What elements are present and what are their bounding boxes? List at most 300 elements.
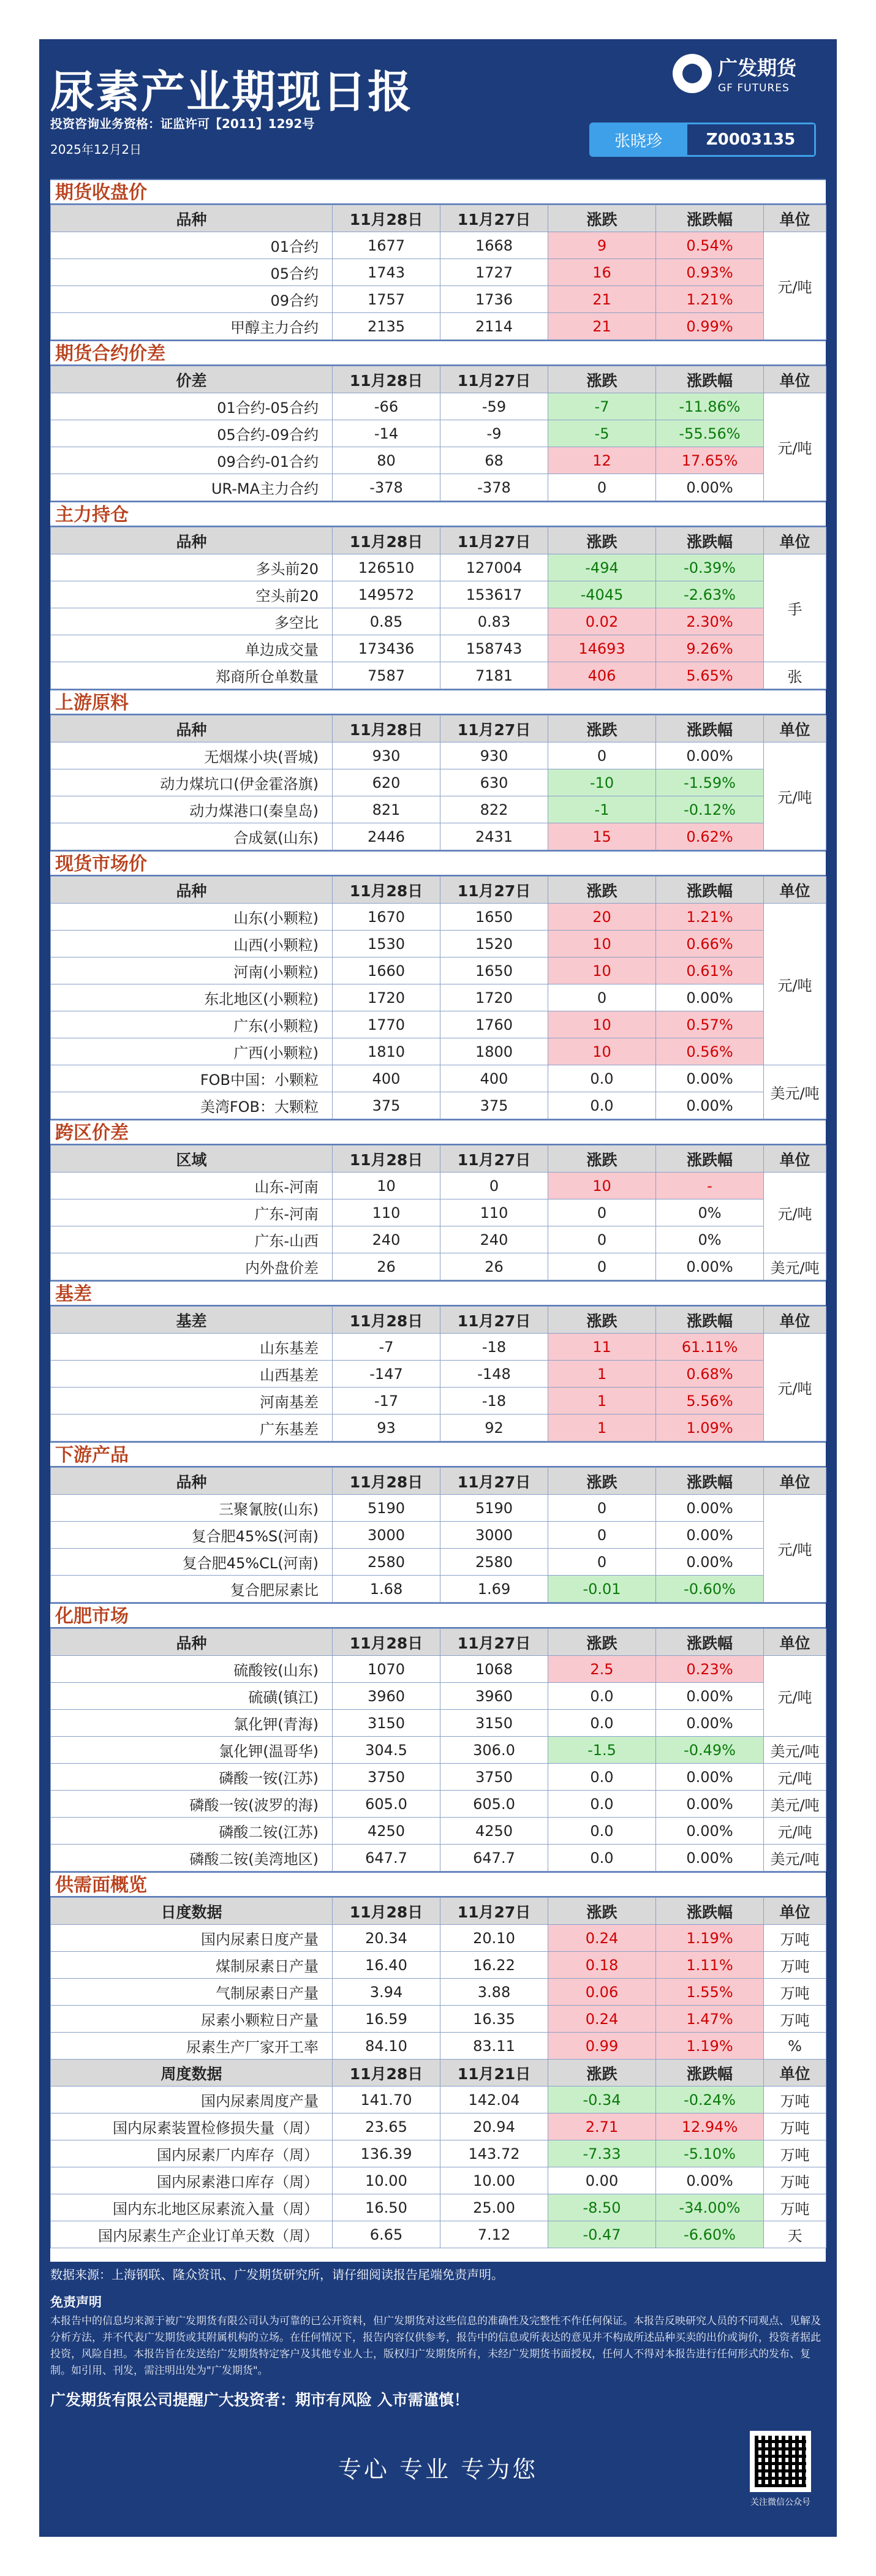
change-value: -1.5 [548, 1737, 656, 1764]
item-name: 国内尿素日度产量 [51, 1925, 333, 1952]
table-row [51, 823, 826, 850]
table-row [51, 1361, 826, 1388]
change-value: -8.50 [548, 2194, 656, 2221]
value-current: 3000 [333, 1522, 440, 1549]
value-previous: 240 [440, 1226, 548, 1253]
change-percent: 5.65% [656, 662, 764, 689]
unit-cell: 元/吨 [764, 232, 826, 340]
change-value: 0 [548, 1495, 656, 1522]
change-percent: 0.93% [656, 259, 764, 286]
column-header: 单位 [764, 1307, 826, 1334]
column-header: 品种 [51, 205, 333, 232]
column-header: 单位 [764, 205, 826, 232]
change-value: 9 [548, 232, 656, 259]
section-title: 现货市场价 [50, 850, 826, 876]
value-current: 647.7 [333, 1845, 440, 1872]
table-row [51, 635, 826, 662]
item-name: 国内尿素周度产量 [51, 2087, 333, 2113]
column-header: 11月27日 [440, 205, 548, 232]
value-current: 149572 [333, 581, 440, 608]
change-value: 0.0 [548, 1683, 656, 1710]
change-value: 10 [548, 1011, 656, 1038]
change-percent: 0.99% [656, 313, 764, 340]
report-section [50, 689, 826, 850]
section-title: 跨区价差 [50, 1119, 826, 1145]
data-table [50, 366, 826, 501]
unit-cell: 万吨 [764, 2167, 826, 2194]
change-percent: 61.11% [656, 1334, 764, 1361]
table-header-row [51, 205, 826, 232]
table-row [51, 1011, 826, 1038]
table-row [51, 420, 826, 447]
table-row [51, 1173, 826, 1199]
column-header: 涨跌幅 [656, 877, 764, 904]
column-header: 单位 [764, 877, 826, 904]
column-header: 11月28日 [333, 1307, 440, 1334]
value-current: -14 [333, 420, 440, 447]
table-row [51, 2033, 826, 2060]
value-previous: 1068 [440, 1656, 548, 1683]
change-value: 11 [548, 1334, 656, 1361]
table-header-row [51, 1898, 826, 1925]
value-current: 10 [333, 1173, 440, 1199]
change-value: 0 [548, 1522, 656, 1549]
section-title: 化肥市场 [50, 1603, 826, 1628]
column-header: 涨跌 [548, 1898, 656, 1925]
value-previous: 1720 [440, 984, 548, 1011]
value-current: 80 [333, 447, 440, 474]
table-row [51, 286, 826, 313]
analyst-id: Z0003135 [687, 123, 816, 157]
change-value: 1 [548, 1361, 656, 1388]
value-previous: 16.35 [440, 2006, 548, 2033]
column-header: 价差 [51, 366, 333, 393]
item-name: 复合肥45%CL(河南) [51, 1549, 333, 1576]
change-value: -4045 [548, 581, 656, 608]
change-percent: 0.62% [656, 823, 764, 850]
change-value: -10 [548, 769, 656, 796]
item-name: 磷酸二铵(美湾地区) [51, 1845, 333, 1872]
unit-cell: 万吨 [764, 2006, 826, 2033]
item-name: 美湾FOB：大颗粒 [51, 1092, 333, 1119]
change-value: 10 [548, 1173, 656, 1199]
table-row [51, 1549, 826, 1576]
change-value: 10 [548, 931, 656, 958]
change-value: -5 [548, 420, 656, 447]
value-current: 16.50 [333, 2194, 440, 2221]
change-percent: -0.24% [656, 2087, 764, 2113]
change-percent: 0% [656, 1226, 764, 1253]
change-percent: 0.00% [656, 1764, 764, 1791]
data-table [50, 715, 826, 850]
value-previous: -378 [440, 474, 548, 501]
change-percent: 0.00% [656, 1092, 764, 1119]
value-current: 1677 [333, 232, 440, 259]
item-name: 山东(小颗粒) [51, 904, 333, 931]
value-current: 16.40 [333, 1952, 440, 1979]
column-header: 11月27日 [440, 1629, 548, 1656]
unit-cell: 万吨 [764, 1952, 826, 1979]
change-value: -1 [548, 796, 656, 823]
column-header: 周度数据 [51, 2060, 333, 2087]
item-name: 磷酸二铵(江苏) [51, 1818, 333, 1845]
item-name: 磷酸一铵(江苏) [51, 1764, 333, 1791]
table-header-row [51, 1146, 826, 1173]
value-previous: 630 [440, 769, 548, 796]
table-row [51, 904, 826, 931]
table-row [51, 1199, 826, 1226]
change-value: 406 [548, 662, 656, 689]
value-current: 2580 [333, 1549, 440, 1576]
unit-cell: 元/吨 [764, 393, 826, 501]
item-name: 01合约 [51, 232, 333, 259]
section-title: 基差 [50, 1280, 826, 1306]
item-name: 三聚氰胺(山东) [51, 1495, 333, 1522]
unit-cell: 手 [764, 554, 826, 662]
table-row [51, 447, 826, 474]
change-value: 0.18 [548, 1952, 656, 1979]
change-value: -0.01 [548, 1576, 656, 1603]
column-header: 11月28日 [333, 1629, 440, 1656]
value-current: -378 [333, 474, 440, 501]
change-percent: -6.60% [656, 2221, 764, 2248]
unit-cell: 元/吨 [764, 1656, 826, 1737]
change-percent: -0.39% [656, 554, 764, 581]
item-name: 09合约-01合约 [51, 447, 333, 474]
table-row [51, 796, 826, 823]
table-row [51, 2113, 826, 2140]
value-previous: 143.72 [440, 2140, 548, 2167]
change-percent: 1.55% [656, 1979, 764, 2006]
unit-cell: 万吨 [764, 2113, 826, 2140]
table-row [51, 1415, 826, 1441]
value-current: 5190 [333, 1495, 440, 1522]
column-header: 11月28日 [333, 2060, 440, 2087]
table-row [51, 313, 826, 340]
column-header: 11月28日 [333, 716, 440, 742]
item-name: FOB中国：小颗粒 [51, 1065, 333, 1092]
section-title: 供需面概览 [50, 1872, 826, 1897]
table-header-row [51, 716, 826, 742]
table-row [51, 2167, 826, 2194]
disclaimer-text: 本报告中的信息均来源于被广发期货有限公司认为可靠的已公开资料，但广发期货对这些信息的准确性及完整性不作任何保证。本报告反映研究人员的不同观点、见解及分析方法，并不代表广发期货或其附属机构的立场。在任何情况下，报告内容仅供参考，报告中的信息或所表达的意见并不构成所述品种买卖的出价或询价，投资者据此投资，风险自担。本报告旨在发送给广发期货特定客户及其他专业人士，版权归广发期货所有，未经广发期货书面授权，任何人不得对本报告进行任何形式的发布、复制。如引用、刊发，需注明出处为"广发期货"。 [50, 2315, 821, 2377]
data-table [50, 876, 826, 1119]
change-value: 10 [548, 958, 656, 984]
column-header: 品种 [51, 527, 333, 554]
table-row [51, 1576, 826, 1603]
value-previous: 7181 [440, 662, 548, 689]
change-value: 0.0 [548, 1791, 656, 1818]
value-current: 821 [333, 796, 440, 823]
unit-cell: 美元/吨 [764, 1253, 826, 1280]
value-previous: 1.69 [440, 1576, 548, 1603]
change-percent: 0.00% [656, 1791, 764, 1818]
change-percent: -1.59% [656, 769, 764, 796]
item-name: 山东基差 [51, 1334, 333, 1361]
section-title: 主力持仓 [50, 501, 826, 527]
value-current: 2135 [333, 313, 440, 340]
item-name: 氯化钾(青海) [51, 1710, 333, 1737]
data-table [50, 1145, 826, 1280]
unit-cell: 万吨 [764, 1979, 826, 2006]
change-percent: 0.00% [656, 742, 764, 769]
value-current: 1810 [333, 1038, 440, 1065]
table-row [51, 2087, 826, 2113]
value-previous: 20.10 [440, 1925, 548, 1952]
change-percent: 0.66% [656, 931, 764, 958]
change-value: 0.02 [548, 608, 656, 635]
unit-cell: 美元/吨 [764, 1737, 826, 1764]
change-value: 0 [548, 1253, 656, 1280]
item-name: 多头前20 [51, 554, 333, 581]
value-current: 84.10 [333, 2033, 440, 2060]
item-name: 煤制尿素日产量 [51, 1952, 333, 1979]
change-percent: 1.09% [656, 1415, 764, 1441]
value-previous: 16.22 [440, 1952, 548, 1979]
column-header: 单位 [764, 1898, 826, 1925]
unit-cell: 万吨 [764, 1925, 826, 1952]
table-row [51, 1791, 826, 1818]
item-name: 国内尿素生产企业订单天数（周） [51, 2221, 333, 2248]
change-value: 0 [548, 1226, 656, 1253]
table-row [51, 1253, 826, 1280]
table-row [51, 1038, 826, 1065]
logo-name-cn: 广发期货 [718, 56, 797, 80]
table-row [51, 474, 826, 501]
unit-cell: 美元/吨 [764, 1845, 826, 1872]
value-previous: 1650 [440, 958, 548, 984]
column-header: 11月28日 [333, 1468, 440, 1495]
change-value: 0 [548, 1199, 656, 1226]
item-name: 无烟煤小块(晋城) [51, 742, 333, 769]
value-previous: 930 [440, 742, 548, 769]
data-table [50, 1628, 826, 1872]
value-previous: 3000 [440, 1522, 548, 1549]
value-current: 23.65 [333, 2113, 440, 2140]
value-previous: 0 [440, 1173, 548, 1199]
table-row [51, 1226, 826, 1253]
value-previous: 7.12 [440, 2221, 548, 2248]
data-table [50, 1306, 826, 1441]
table-header-row [51, 877, 826, 904]
change-percent: -34.00% [656, 2194, 764, 2221]
column-header: 涨跌幅 [656, 205, 764, 232]
column-header: 11月28日 [333, 1146, 440, 1173]
item-name: 国内尿素厂内库存（周） [51, 2140, 333, 2167]
table-header-row [51, 1629, 826, 1656]
unit-cell: 万吨 [764, 2194, 826, 2221]
change-percent: -0.60% [656, 1576, 764, 1603]
analyst-name: 张晓珍 [589, 123, 687, 157]
change-percent: -55.56% [656, 420, 764, 447]
table-row [51, 232, 826, 259]
report-date: 2025年12月2日 [50, 142, 142, 157]
unit-cell: 元/吨 [764, 742, 826, 850]
value-previous: 647.7 [440, 1845, 548, 1872]
value-current: 1770 [333, 1011, 440, 1038]
value-previous: 2580 [440, 1549, 548, 1576]
unit-cell: 万吨 [764, 2140, 826, 2167]
table-row [51, 742, 826, 769]
value-current: 1.68 [333, 1576, 440, 1603]
value-current: 304.5 [333, 1737, 440, 1764]
change-percent: 0.00% [656, 1549, 764, 1576]
value-current: 930 [333, 742, 440, 769]
change-percent: 5.56% [656, 1388, 764, 1415]
change-value: 10 [548, 1038, 656, 1065]
item-name: 甲醇主力合约 [51, 313, 333, 340]
value-previous: -59 [440, 393, 548, 420]
unit-cell: 元/吨 [764, 1334, 826, 1441]
report-section [50, 340, 826, 501]
value-current: 1743 [333, 259, 440, 286]
table-row [51, 554, 826, 581]
value-previous: 306.0 [440, 1737, 548, 1764]
value-previous: 1736 [440, 286, 548, 313]
column-header: 单位 [764, 2060, 826, 2087]
data-table [50, 527, 826, 689]
item-name: 单边成交量 [51, 635, 333, 662]
item-name: 动力煤坑口(伊金霍洛旗) [51, 769, 333, 796]
footer-slogan: 专心 专业 专为您 [338, 2456, 538, 2483]
value-previous: 2114 [440, 313, 548, 340]
item-name: 国内东北地区尿素流入量（周） [51, 2194, 333, 2221]
value-previous: 4250 [440, 1818, 548, 1845]
value-current: 20.34 [333, 1925, 440, 1952]
column-header: 11月28日 [333, 527, 440, 554]
change-percent: 0.23% [656, 1656, 764, 1683]
table-header-row [51, 366, 826, 393]
value-previous: 92 [440, 1415, 548, 1441]
column-header: 涨跌幅 [656, 1629, 764, 1656]
value-current: -7 [333, 1334, 440, 1361]
value-current: 1670 [333, 904, 440, 931]
item-name: 复合肥45%S(河南) [51, 1522, 333, 1549]
change-percent: 0.57% [656, 1011, 764, 1038]
table-row [51, 1495, 826, 1522]
column-header: 11月27日 [440, 1898, 548, 1925]
unit-cell: 元/吨 [764, 1173, 826, 1253]
unit-cell: 美元/吨 [764, 1791, 826, 1818]
table-row [51, 931, 826, 958]
value-previous: 3960 [440, 1683, 548, 1710]
logo-mark-icon [673, 54, 712, 93]
value-previous: 3.88 [440, 1979, 548, 2006]
item-name: 国内尿素装置检修损失量（周） [51, 2113, 333, 2140]
change-percent: 0.00% [656, 1683, 764, 1710]
table-row [51, 1334, 826, 1361]
value-current: 10.00 [333, 2167, 440, 2194]
value-current: 0.85 [333, 608, 440, 635]
item-name: 磷酸一铵(波罗的海) [51, 1791, 333, 1818]
change-percent: 0.00% [656, 1845, 764, 1872]
item-name: 东北地区(小颗粒) [51, 984, 333, 1011]
change-percent: -2.63% [656, 581, 764, 608]
table-row [51, 608, 826, 635]
value-current: 1530 [333, 931, 440, 958]
value-current: 4250 [333, 1818, 440, 1845]
column-header: 品种 [51, 877, 333, 904]
item-name: 合成氨(山东) [51, 823, 333, 850]
value-previous: 158743 [440, 635, 548, 662]
column-header: 单位 [764, 1146, 826, 1173]
column-header: 基差 [51, 1307, 333, 1334]
change-value: 15 [548, 823, 656, 850]
value-previous: 110 [440, 1199, 548, 1226]
column-header: 涨跌 [548, 877, 656, 904]
table-row [51, 958, 826, 984]
column-header: 涨跌 [548, 716, 656, 742]
change-percent: 0.00% [656, 1253, 764, 1280]
section-title: 期货收盘价 [50, 179, 826, 205]
column-header: 单位 [764, 1629, 826, 1656]
value-previous: 25.00 [440, 2194, 548, 2221]
change-value: 0 [548, 474, 656, 501]
column-header: 区域 [51, 1146, 333, 1173]
table-row [51, 1979, 826, 2006]
item-name: 动力煤港口(秦皇岛) [51, 796, 333, 823]
column-header: 品种 [51, 1468, 333, 1495]
data-source: 数据来源：上海钢联、隆众资讯、广发期货研究所，请仔细阅读报告尾端免责声明。 [50, 2267, 504, 2282]
value-previous: -18 [440, 1334, 548, 1361]
column-header: 单位 [764, 366, 826, 393]
column-header: 品种 [51, 716, 333, 742]
qr-code[interactable] [750, 2431, 811, 2492]
value-current: 1070 [333, 1656, 440, 1683]
column-header: 11月28日 [333, 366, 440, 393]
item-name: 硫酸铵(山东) [51, 1656, 333, 1683]
table-row [51, 1845, 826, 1872]
data-table [50, 1897, 826, 2248]
item-name: 氯化钾(温哥华) [51, 1737, 333, 1764]
change-value: 0.0 [548, 1710, 656, 1737]
column-header: 涨跌幅 [656, 527, 764, 554]
item-name: 空头前20 [51, 581, 333, 608]
value-current: 400 [333, 1065, 440, 1092]
change-value: 0.99 [548, 2033, 656, 2060]
table-row [51, 1737, 826, 1764]
value-previous: 375 [440, 1092, 548, 1119]
column-header: 单位 [764, 527, 826, 554]
value-current: 240 [333, 1226, 440, 1253]
table-header-row [51, 527, 826, 554]
change-percent: 0.00% [656, 474, 764, 501]
unit-cell: 万吨 [764, 2087, 826, 2113]
change-percent: 1.21% [656, 904, 764, 931]
item-name: 多空比 [51, 608, 333, 635]
column-header: 涨跌 [548, 366, 656, 393]
change-value: 0.0 [548, 1818, 656, 1845]
value-current: 7587 [333, 662, 440, 689]
value-previous: -18 [440, 1388, 548, 1415]
change-value: 0.06 [548, 1979, 656, 2006]
change-percent: 0.61% [656, 958, 764, 984]
value-previous: 3150 [440, 1710, 548, 1737]
value-previous: 822 [440, 796, 548, 823]
change-value: 20 [548, 904, 656, 931]
value-previous: 1727 [440, 259, 548, 286]
column-header: 单位 [764, 1468, 826, 1495]
value-previous: 1668 [440, 232, 548, 259]
table-row [51, 2221, 826, 2248]
table-row [51, 1818, 826, 1845]
column-header: 涨跌幅 [656, 1146, 764, 1173]
value-previous: 1760 [440, 1011, 548, 1038]
report-section [50, 1872, 826, 2248]
change-percent: 0.00% [656, 1065, 764, 1092]
change-percent: 1.21% [656, 286, 764, 313]
value-current: 136.39 [333, 2140, 440, 2167]
